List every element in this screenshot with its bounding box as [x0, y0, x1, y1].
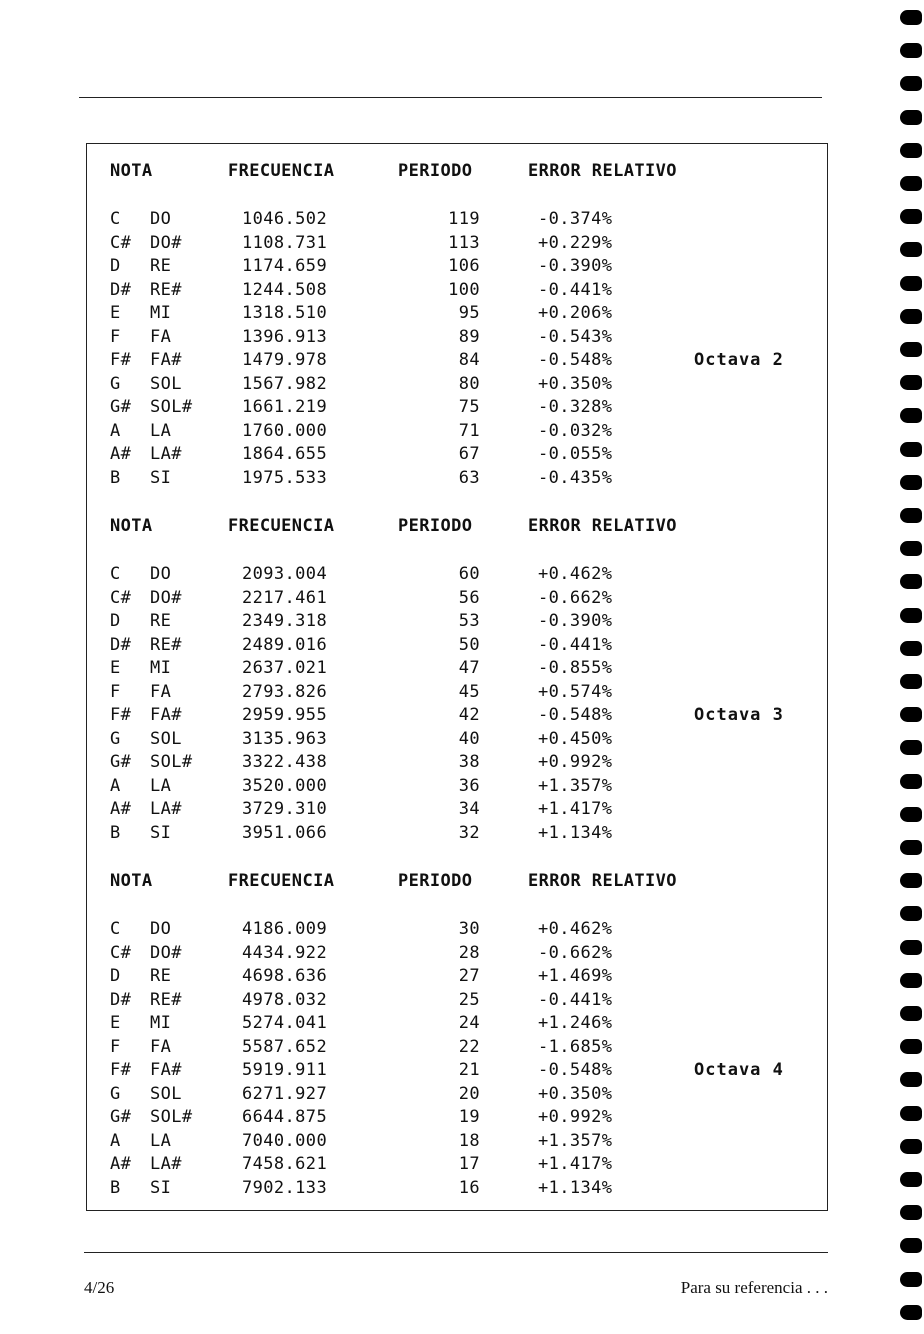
- octave-label: Octava 2: [694, 350, 784, 370]
- table-row: [0, 420, 924, 442]
- error-value: +1.134%: [538, 1177, 613, 1198]
- table-row: [0, 232, 924, 254]
- error-value: +0.450%: [538, 728, 613, 749]
- table-row: [0, 681, 924, 703]
- binding-hole: [900, 276, 922, 291]
- table-row: [0, 373, 924, 395]
- binding-hole: [900, 375, 922, 390]
- error-value: +0.462%: [538, 919, 613, 939]
- period-value: 17: [458, 1154, 480, 1174]
- frequency-value: 2489.016: [242, 634, 328, 655]
- period-value: 45: [458, 681, 480, 702]
- error-value: -0.662%: [538, 587, 613, 608]
- error-value: -0.390%: [538, 611, 613, 631]
- error-value: -0.441%: [538, 634, 613, 655]
- note-name: MI: [150, 303, 172, 323]
- table-row: [0, 467, 924, 489]
- binding-hole: [900, 740, 922, 755]
- frequency-value: 2959.955: [242, 705, 328, 725]
- period-value: 119: [448, 209, 480, 229]
- note-symbol: D#: [110, 634, 132, 655]
- frequency-value: 6271.927: [242, 1083, 328, 1104]
- note-name: RE#: [150, 279, 182, 300]
- frequency-value: 1864.655: [242, 444, 328, 464]
- header-error: ERROR RELATIVO: [528, 161, 677, 181]
- frequency-value: 3951.066: [242, 822, 328, 843]
- note-symbol: G#: [110, 1107, 132, 1127]
- binding-hole: [900, 176, 922, 191]
- error-value: -0.390%: [538, 256, 613, 276]
- footer-caption: Para su referencia . . .: [680, 1278, 828, 1297]
- table-row: [0, 1012, 924, 1034]
- note-name: SOL#: [150, 397, 193, 417]
- frequency-value: 1975.533: [242, 467, 328, 488]
- table-row: [0, 822, 924, 844]
- error-value: +1.246%: [538, 1013, 613, 1033]
- note-name: LA: [150, 1130, 172, 1151]
- note-symbol: D: [110, 256, 121, 276]
- table-row: [0, 1036, 924, 1058]
- note-name: DO: [150, 564, 172, 584]
- error-value: +1.357%: [538, 775, 613, 796]
- table-row: [0, 775, 924, 797]
- table-row: [0, 965, 924, 987]
- header-frecuencia: FRECUENCIA: [228, 516, 335, 536]
- note-name: RE#: [150, 989, 182, 1010]
- note-symbol: G#: [110, 752, 132, 772]
- note-name: FA#: [150, 350, 182, 370]
- note-name: MI: [150, 658, 172, 678]
- frequency-value: 4978.032: [242, 989, 328, 1010]
- note-symbol: G: [110, 1083, 121, 1104]
- error-value: +0.350%: [538, 1083, 613, 1104]
- note-name: RE: [150, 966, 172, 986]
- period-value: 50: [458, 634, 480, 655]
- frequency-value: 1108.731: [242, 232, 328, 253]
- note-symbol: C#: [110, 942, 132, 963]
- error-value: -0.548%: [538, 1060, 613, 1080]
- frequency-value: 1244.508: [242, 279, 328, 300]
- period-value: 24: [458, 1013, 480, 1033]
- binding-hole: [900, 774, 922, 789]
- note-symbol: E: [110, 1013, 121, 1033]
- note-name: FA#: [150, 705, 182, 725]
- header-periodo: PERIODO: [398, 161, 473, 181]
- note-symbol: C#: [110, 232, 132, 253]
- note-name: LA: [150, 775, 172, 796]
- table-row: [0, 798, 924, 820]
- note-symbol: A: [110, 775, 121, 796]
- binding-hole: [900, 1205, 922, 1220]
- binding-hole: [900, 10, 922, 25]
- binding-hole: [900, 873, 922, 888]
- binding-hole: [900, 940, 922, 955]
- note-symbol: A#: [110, 444, 132, 464]
- note-symbol: A#: [110, 1154, 132, 1174]
- note-name: RE: [150, 611, 172, 631]
- note-symbol: D#: [110, 989, 132, 1010]
- table-row: [0, 704, 924, 726]
- period-value: 16: [458, 1177, 480, 1198]
- note-name: LA: [150, 420, 172, 441]
- frequency-value: 1661.219: [242, 397, 328, 417]
- error-value: -0.374%: [538, 209, 613, 229]
- table-row: [0, 634, 924, 656]
- binding-hole: [900, 442, 922, 457]
- binding-hole: [900, 1139, 922, 1154]
- octave-label: Octava 3: [694, 705, 784, 725]
- binding-hole: [900, 475, 922, 490]
- error-value: -0.441%: [538, 279, 613, 300]
- binding-hole: [900, 43, 922, 58]
- frequency-value: 2349.318: [242, 611, 328, 631]
- note-symbol: D#: [110, 279, 132, 300]
- note-symbol: F: [110, 1036, 121, 1057]
- note-symbol: E: [110, 658, 121, 678]
- note-symbol: C: [110, 209, 121, 229]
- header-nota: NOTA: [110, 516, 153, 536]
- period-value: 21: [458, 1060, 480, 1080]
- note-symbol: F#: [110, 705, 132, 725]
- period-value: 47: [458, 658, 480, 678]
- frequency-value: 5274.041: [242, 1013, 328, 1033]
- frequency-value: 3729.310: [242, 799, 328, 819]
- frequency-value: 1318.510: [242, 303, 328, 323]
- table-row: [0, 279, 924, 301]
- note-name: FA: [150, 326, 172, 347]
- note-symbol: F#: [110, 1060, 132, 1080]
- header-periodo: PERIODO: [398, 871, 473, 891]
- page-number: 4/26: [84, 1278, 115, 1297]
- binding-hole: [900, 1072, 922, 1087]
- error-value: +1.417%: [538, 799, 613, 819]
- frequency-value: 6644.875: [242, 1107, 328, 1127]
- note-name: SOL: [150, 728, 182, 749]
- binding-hole: [900, 143, 922, 158]
- note-name: LA#: [150, 444, 182, 464]
- error-value: +0.462%: [538, 564, 613, 584]
- error-value: +1.469%: [538, 966, 613, 986]
- table-row: [0, 326, 924, 348]
- table-row: [0, 563, 924, 585]
- binding-hole: [900, 840, 922, 855]
- binding-holes: [900, 0, 924, 1334]
- error-value: -0.032%: [538, 420, 613, 441]
- octave-label: Octava 4: [694, 1060, 784, 1080]
- frequency-value: 1760.000: [242, 420, 328, 441]
- header-frecuencia: FRECUENCIA: [228, 161, 335, 181]
- note-symbol: A#: [110, 799, 132, 819]
- note-symbol: F#: [110, 350, 132, 370]
- period-value: 18: [458, 1130, 480, 1151]
- table-row: [0, 349, 924, 371]
- table-row: [0, 1177, 924, 1199]
- error-value: -0.328%: [538, 397, 613, 417]
- period-value: 42: [458, 705, 480, 725]
- bottom-rule: [84, 1252, 828, 1253]
- frequency-value: 4698.636: [242, 966, 328, 986]
- note-symbol: B: [110, 467, 121, 488]
- table-row: [0, 1153, 924, 1175]
- note-name: FA: [150, 681, 172, 702]
- table-row: [0, 396, 924, 418]
- frequency-value: 2793.826: [242, 681, 328, 702]
- note-name: DO#: [150, 942, 182, 963]
- binding-hole: [900, 674, 922, 689]
- binding-hole: [900, 1039, 922, 1054]
- binding-hole: [900, 574, 922, 589]
- frequency-value: 1174.659: [242, 256, 328, 276]
- period-value: 84: [458, 350, 480, 370]
- frequency-value: 2093.004: [242, 564, 328, 584]
- binding-hole: [900, 1106, 922, 1121]
- period-value: 63: [458, 467, 480, 488]
- note-symbol: C#: [110, 587, 132, 608]
- binding-hole: [900, 1238, 922, 1253]
- binding-hole: [900, 1172, 922, 1187]
- note-symbol: C: [110, 564, 121, 584]
- period-value: 67: [458, 444, 480, 464]
- period-value: 113: [448, 232, 480, 253]
- period-value: 40: [458, 728, 480, 749]
- note-symbol: G#: [110, 397, 132, 417]
- period-value: 25: [458, 989, 480, 1010]
- binding-hole: [900, 641, 922, 656]
- frequency-value: 3135.963: [242, 728, 328, 749]
- note-name: SI: [150, 1177, 172, 1198]
- period-value: 56: [458, 587, 480, 608]
- period-value: 22: [458, 1036, 480, 1057]
- binding-hole: [900, 906, 922, 921]
- error-value: +0.350%: [538, 373, 613, 394]
- table-row: [0, 1106, 924, 1128]
- frequency-value: 3322.438: [242, 752, 328, 772]
- period-value: 106: [448, 256, 480, 276]
- note-name: SI: [150, 822, 172, 843]
- period-value: 89: [458, 326, 480, 347]
- table-row: [0, 918, 924, 940]
- table-row: [0, 1059, 924, 1081]
- period-value: 38: [458, 752, 480, 772]
- note-name: RE: [150, 256, 172, 276]
- frequency-value: 1479.978: [242, 350, 328, 370]
- period-value: 53: [458, 611, 480, 631]
- binding-hole: [900, 209, 922, 224]
- note-name: SOL: [150, 373, 182, 394]
- header-frecuencia: FRECUENCIA: [228, 871, 335, 891]
- note-name: DO#: [150, 587, 182, 608]
- note-name: SOL#: [150, 1107, 193, 1127]
- table-row: [0, 255, 924, 277]
- binding-hole: [900, 242, 922, 257]
- frequency-value: 4186.009: [242, 919, 328, 939]
- period-value: 75: [458, 397, 480, 417]
- binding-hole: [900, 342, 922, 357]
- table-row: [0, 728, 924, 750]
- binding-hole: [900, 1305, 922, 1320]
- header-error: ERROR RELATIVO: [528, 871, 677, 891]
- header-periodo: PERIODO: [398, 516, 473, 536]
- binding-hole: [900, 508, 922, 523]
- period-value: 30: [458, 919, 480, 939]
- table-row: [0, 443, 924, 465]
- note-symbol: D: [110, 611, 121, 631]
- binding-hole: [900, 973, 922, 988]
- note-symbol: B: [110, 822, 121, 843]
- header-nota: NOTA: [110, 161, 153, 181]
- frequency-value: 4434.922: [242, 942, 328, 963]
- note-symbol: E: [110, 303, 121, 323]
- error-value: +1.417%: [538, 1154, 613, 1174]
- binding-hole: [900, 541, 922, 556]
- note-name: FA#: [150, 1060, 182, 1080]
- error-value: +1.357%: [538, 1130, 613, 1151]
- note-symbol: F: [110, 681, 121, 702]
- note-name: DO#: [150, 232, 182, 253]
- note-name: SI: [150, 467, 172, 488]
- frequency-value: 1567.982: [242, 373, 328, 394]
- error-value: +0.229%: [538, 232, 613, 253]
- note-name: SOL#: [150, 752, 193, 772]
- binding-hole: [900, 707, 922, 722]
- error-value: -0.548%: [538, 705, 613, 725]
- note-symbol: G: [110, 728, 121, 749]
- table-header-row: [0, 870, 924, 892]
- error-value: -0.855%: [538, 658, 613, 678]
- frequency-value: 7458.621: [242, 1154, 328, 1174]
- period-value: 80: [458, 373, 480, 394]
- binding-hole: [900, 1272, 922, 1287]
- error-value: +0.992%: [538, 1107, 613, 1127]
- binding-hole: [900, 807, 922, 822]
- frequency-value: 1046.502: [242, 209, 328, 229]
- period-value: 100: [448, 279, 480, 300]
- error-value: -1.685%: [538, 1036, 613, 1057]
- note-symbol: G: [110, 373, 121, 394]
- frequency-value: 5587.652: [242, 1036, 328, 1057]
- error-value: +0.206%: [538, 303, 613, 323]
- table-header-row: [0, 515, 924, 537]
- frequency-value: 2637.021: [242, 658, 328, 678]
- table-row: [0, 751, 924, 773]
- note-name: RE#: [150, 634, 182, 655]
- table-row: [0, 942, 924, 964]
- table-row: [0, 208, 924, 230]
- note-name: DO: [150, 209, 172, 229]
- table-row: [0, 657, 924, 679]
- period-value: 32: [458, 822, 480, 843]
- note-name: MI: [150, 1013, 172, 1033]
- note-symbol: F: [110, 326, 121, 347]
- top-rule: [79, 97, 822, 98]
- period-value: 36: [458, 775, 480, 796]
- frequency-value: 2217.461: [242, 587, 328, 608]
- table-row: [0, 610, 924, 632]
- error-value: -0.441%: [538, 989, 613, 1010]
- period-value: 60: [458, 564, 480, 584]
- table-row: [0, 587, 924, 609]
- binding-hole: [900, 1006, 922, 1021]
- note-name: FA: [150, 1036, 172, 1057]
- frequency-value: 7040.000: [242, 1130, 328, 1151]
- error-value: +0.574%: [538, 681, 613, 702]
- frequency-value: 7902.133: [242, 1177, 328, 1198]
- error-value: -0.055%: [538, 444, 613, 464]
- period-value: 95: [458, 303, 480, 323]
- table-row: [0, 989, 924, 1011]
- table-row: [0, 302, 924, 324]
- period-value: 34: [458, 799, 480, 819]
- note-name: LA#: [150, 799, 182, 819]
- frequency-value: 5919.911: [242, 1060, 328, 1080]
- note-name: DO: [150, 919, 172, 939]
- error-value: -0.435%: [538, 467, 613, 488]
- error-value: -0.548%: [538, 350, 613, 370]
- binding-hole: [900, 408, 922, 423]
- binding-hole: [900, 76, 922, 91]
- frequency-value: 1396.913: [242, 326, 328, 347]
- frequency-value: 3520.000: [242, 775, 328, 796]
- table-row: [0, 1130, 924, 1152]
- error-value: +0.992%: [538, 752, 613, 772]
- note-name: LA#: [150, 1154, 182, 1174]
- note-name: SOL: [150, 1083, 182, 1104]
- note-symbol: A: [110, 1130, 121, 1151]
- error-value: +1.134%: [538, 822, 613, 843]
- error-value: -0.543%: [538, 326, 613, 347]
- binding-hole: [900, 309, 922, 324]
- note-symbol: C: [110, 919, 121, 939]
- binding-hole: [900, 608, 922, 623]
- note-symbol: A: [110, 420, 121, 441]
- note-symbol: B: [110, 1177, 121, 1198]
- error-value: -0.662%: [538, 942, 613, 963]
- period-value: 27: [458, 966, 480, 986]
- header-error: ERROR RELATIVO: [528, 516, 677, 536]
- header-nota: NOTA: [110, 871, 153, 891]
- binding-hole: [900, 110, 922, 125]
- period-value: 71: [458, 420, 480, 441]
- period-value: 19: [458, 1107, 480, 1127]
- period-value: 28: [458, 942, 480, 963]
- table-header-row: [0, 160, 924, 182]
- period-value: 20: [458, 1083, 480, 1104]
- table-row: [0, 1083, 924, 1105]
- note-symbol: D: [110, 966, 121, 986]
